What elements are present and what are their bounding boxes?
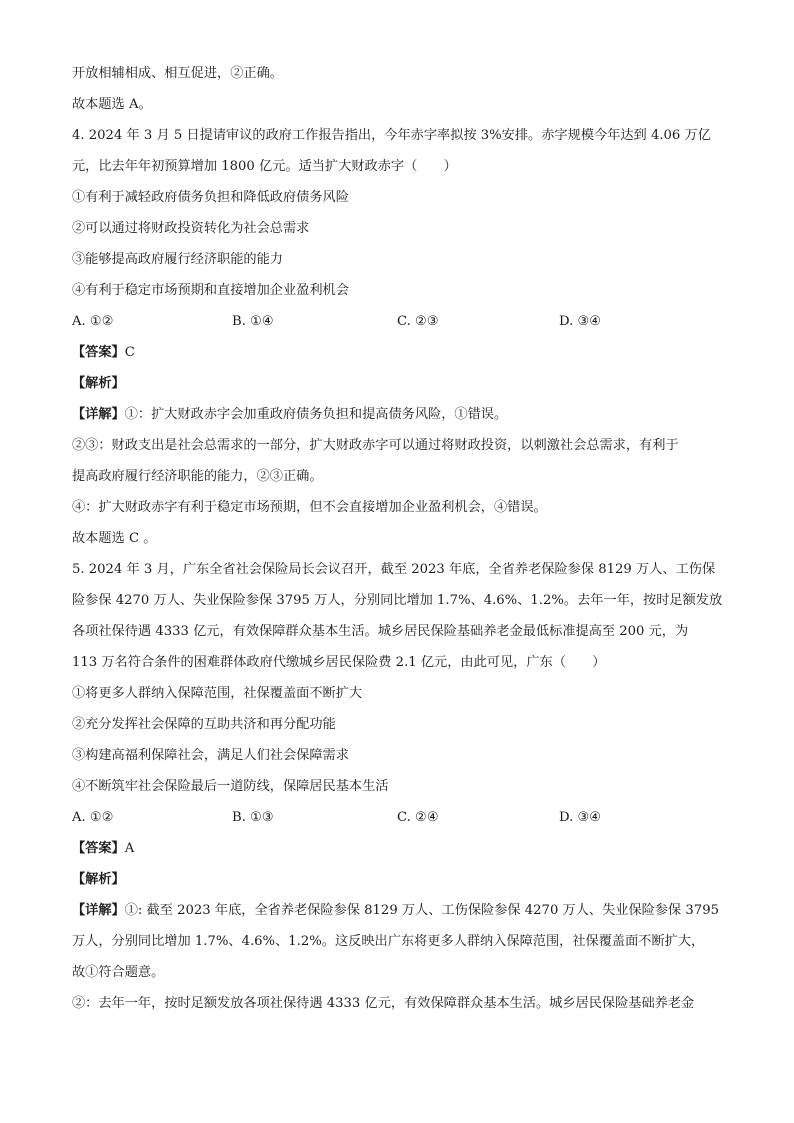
question-stem-line: 113 万名符合条件的困难群体政府代缴城乡居民保险费 2.1 亿元，由此可见，广东（ ） [72,655,606,670]
answer-value: A [124,841,135,856]
question-stem-line: 元，比去年年初预算增加 1800 亿元。适当扩大财政赤字（ ） [72,159,457,174]
analysis-label: 【解析】 [72,376,125,391]
question-5 [72,554,724,1019]
statement-item: ①有利于减轻政府债务负担和降低政府债务风险 [72,190,349,205]
answer-options [72,306,724,337]
document-page [72,58,724,1019]
answer-value: C [124,345,135,360]
option-a: A. ①② [72,314,114,329]
detail-line: 故①符合题意。 [72,965,165,980]
option-b: B. ①③ [232,810,274,825]
text-line: 开放相辅相成、相互促进，②正确。 [72,66,283,81]
option-b: B. ①④ [232,314,274,329]
analysis-label: 【解析】 [72,872,125,887]
question-stem-line: 险参保 4270 万人、失业保险参保 3795 万人，分别同比增加 1.7%、4.6%、1.2%。去年一年，按时足额发放 [72,593,723,608]
statement-item: ④不断筑牢社会保险最后一道防线，保障居民基本生活 [72,779,389,794]
question-stem-line: 4. 2024 年 3 月 5 日提请审议的政府工作报告指出，今年赤字率拟按 3%安排。赤字规模今年达到 4.06 万亿 [72,128,711,143]
analysis-line [72,368,724,399]
answer-label: 【答案】 [72,841,125,856]
option-d: D. ③④ [559,314,602,329]
text-line: 故本题选 A。 [72,97,152,112]
statement-item: ①将更多人群纳入保障范围，社保覆盖面不断扩大 [72,686,363,701]
option-d: D. ③④ [559,810,602,825]
question-stem-line: 5. 2024 年 3 月，广东全省社会保险局长会议召开，截至 2023 年底，全省养老保险参保 8129 万人、工伤保 [72,562,716,577]
option-a: A. ①② [72,810,114,825]
analysis-line [72,864,724,895]
answer-label: 【答案】 [72,345,125,360]
detail-line [72,399,724,430]
detail-line [72,895,724,926]
answer-line [72,833,724,864]
option-c: C. ②③ [397,314,439,329]
detail-label: 【详解】 [72,407,125,422]
statement-item: ③构建高福利保障社会，满足人们社会保障需求 [72,748,349,763]
detail-line: 万人，分别同比增加 1.7%、4.6%、1.2%。这反映出广东将更多人群纳入保障范围，社保覆盖面不断扩大， [72,934,705,949]
answer-options [72,802,724,833]
statement-item: ②充分发挥社会保障的互助共济和再分配功能 [72,717,336,732]
question-stem-line: 各项社保待遇 4333 亿元，有效保障群众基本生活。城乡居民保险基础养老金最低标准提高至 200 元，为 [72,624,689,639]
option-c: C. ②④ [397,810,439,825]
detail-text: ①：扩大财政赤字会加重政府债务负担和提高债务风险，①错误。 [124,407,508,422]
question-4 [72,120,724,554]
detail-text: ①: 截至 2023 年底，全省养老保险参保 8129 万人、工伤保险参保 4270 万人、失业保险参保 3795 [124,903,719,918]
detail-line: ②③：财政支出是社会总需求的一部分，扩大财政赤字可以通过将财政投资，以刺激社会总需求，有利于 [72,438,679,453]
detail-line: 提高政府履行经济职能的能力，②③正确。 [72,469,323,484]
answer-line [72,337,724,368]
statement-item: ④有利于稳定市场预期和直接增加企业盈利机会 [72,283,349,298]
detail-label: 【详解】 [72,903,125,918]
conclusion-line: 故本题选 C 。 [72,531,157,546]
statement-item: ③能够提高政府履行经济职能的能力 [72,252,283,267]
detail-line: ②：去年一年，按时足额发放各项社保待遇 4333 亿元，有效保障群众基本生活。城乡居民保险基础养老金 [72,996,695,1011]
statement-item: ②可以通过将财政投资转化为社会总需求 [72,221,310,236]
detail-line: ④：扩大财政赤字有利于稳定市场预期，但不会直接增加企业盈利机会，④错误。 [72,500,547,515]
